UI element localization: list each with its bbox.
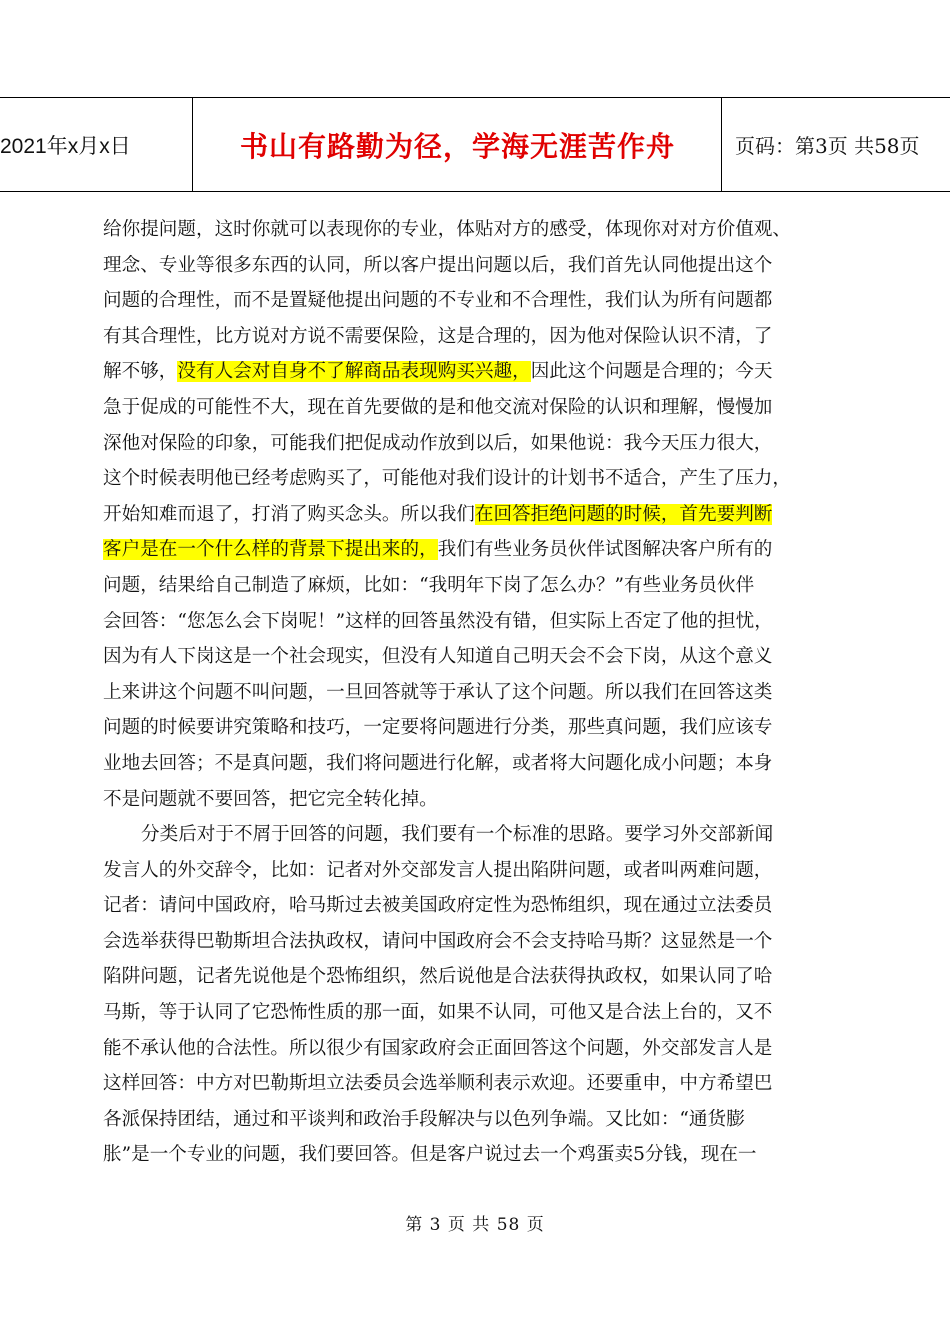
text-run: 会回答：“您怎么会下岗呢！”这样的回答虽然没有错，但实际上否定了他的担忧，	[103, 610, 773, 632]
text-line	[103, 1031, 843, 1067]
text-line	[103, 782, 843, 818]
text-run: 胀”是一个专业的问题，我们要回答。但是客户说过去一个鸡蛋卖5分钱，现在一	[103, 1144, 757, 1166]
header-motto: 书山有路勤为径，学海无涯苦作舟	[194, 98, 722, 191]
text-run: 我们有些业务员伙伴试图解决客户所有的	[437, 539, 773, 561]
text-line	[103, 1066, 843, 1102]
text-line	[103, 888, 843, 924]
text-line	[103, 461, 843, 497]
text-line	[103, 959, 843, 995]
text-line	[103, 426, 843, 462]
text-run: 陷阱问题，记者先说他是个恐怖组织，然后说他是合法获得执政权，如果认同了哈	[103, 966, 773, 988]
header-date: 2021年x月x日	[0, 98, 193, 191]
text-run: 发言人的外交辞令，比如：记者对外交部发言人提出陷阱问题，或者叫两难问题，	[103, 859, 773, 881]
text-line	[103, 248, 843, 284]
text-run: 记者：请问中国政府，哈马斯过去被美国政府定性为恐怖组织，现在通过立法委员	[103, 895, 773, 917]
text-run: 会选举获得巴勒斯坦合法执政权，请问中国政府会不会支持哈马斯？这显然是一个	[103, 930, 773, 952]
text-run: 开始知难而退了，打消了购买念头。所以我们	[103, 503, 475, 525]
text-line	[103, 568, 843, 604]
header-page-info: 页码：第3页 共58页	[735, 134, 920, 158]
text-line	[103, 853, 843, 889]
text-run: 因此这个问题是合理的；今天	[530, 361, 773, 383]
document-body	[103, 212, 843, 1173]
text-line	[103, 390, 843, 426]
text-run: 问题的合理性，而不是置疑他提出问题的不专业和不合理性，我们认为所有问题都	[103, 290, 773, 312]
text-line	[103, 746, 843, 782]
text-line	[103, 710, 843, 746]
text-run: 理念、专业等很多东西的认同，所以客户提出问题以后，我们首先认同他提出这个	[103, 254, 773, 276]
text-run: 给你提问题，这时你就可以表现你的专业，体贴对方的感受，体现你对对方价值观、	[103, 219, 791, 240]
text-line	[103, 319, 843, 355]
text-run: 问题的时候要讲究策略和技巧，一定要将问题进行分类，那些真问题，我们应该专	[103, 717, 773, 739]
text-line	[103, 639, 843, 675]
text-line	[103, 1137, 843, 1173]
text-line	[103, 924, 843, 960]
paragraph	[103, 817, 843, 1173]
highlighted-text: 客户是在一个什么样的背景下提出来的，	[103, 539, 438, 561]
paragraph	[103, 212, 843, 817]
text-run: 解不够，	[103, 361, 178, 383]
text-run: 这个时候表明他已经考虑购买了，可能他对我们设计的计划书不适合，产生了压力，	[103, 468, 791, 490]
text-run: 急于促成的可能性不大，现在首先要做的是和他交流对保险的认识和理解，慢慢加	[103, 396, 773, 418]
text-line	[103, 604, 843, 640]
text-line	[103, 532, 843, 568]
text-run: 这样回答：中方对巴勒斯坦立法委员会选举顺利表示欢迎。还要重申，中方希望巴	[103, 1073, 773, 1095]
text-run: 不是问题就不要回答，把它完全转化掉。	[103, 788, 438, 810]
text-line	[103, 817, 843, 853]
highlighted-text: 没有人会对自身不了解商品表现购买兴趣，	[177, 361, 531, 383]
text-line	[103, 497, 843, 533]
text-run: 能不承认他的合法性。所以很少有国家政府会正面回答这个问题，外交部发言人是	[103, 1037, 773, 1059]
text-line	[103, 675, 843, 711]
text-line	[103, 283, 843, 319]
text-run: 各派保持团结，通过和平谈判和政治手段解决与以色列争端。又比如：“通货膨	[103, 1108, 745, 1130]
text-run: 分类后对于不屑于回答的问题，我们要有一个标准的思路。要学习外交部新闻	[141, 824, 774, 846]
page-footer: 第 3 页 共 58 页	[405, 1215, 545, 1235]
page-header	[0, 97, 950, 192]
text-line	[103, 995, 843, 1031]
text-run: 有其合理性，比方说对方说不需要保险，这是合理的，因为他对保险认识不清，了	[103, 325, 773, 347]
text-line	[103, 1102, 843, 1138]
text-run: 深他对保险的印象，可能我们把促成动作放到以后，如果他说：我今天压力很大，	[103, 432, 773, 454]
text-run: 问题，结果给自己制造了麻烦，比如：“我明年下岗了怎么办？”有些业务员伙伴	[103, 574, 755, 596]
text-run: 因为有人下岗这是一个社会现实，但没有人知道自己明天会不会下岗，从这个意义	[103, 646, 773, 668]
text-run: 业地去回答；不是真问题，我们将问题进行化解，或者将大问题化成小问题；本身	[103, 752, 773, 774]
text-run: 马斯，等于认同了它恐怖性质的那一面，如果不认同，可他又是合法上台的，又不	[103, 1002, 773, 1024]
text-run: 上来讲这个问题不叫问题，一旦回答就等于承认了这个问题。所以我们在回答这类	[103, 681, 773, 703]
text-line	[103, 354, 843, 390]
highlighted-text: 在回答拒绝问题的时候，首先要判断	[474, 503, 773, 525]
text-line	[103, 212, 843, 248]
